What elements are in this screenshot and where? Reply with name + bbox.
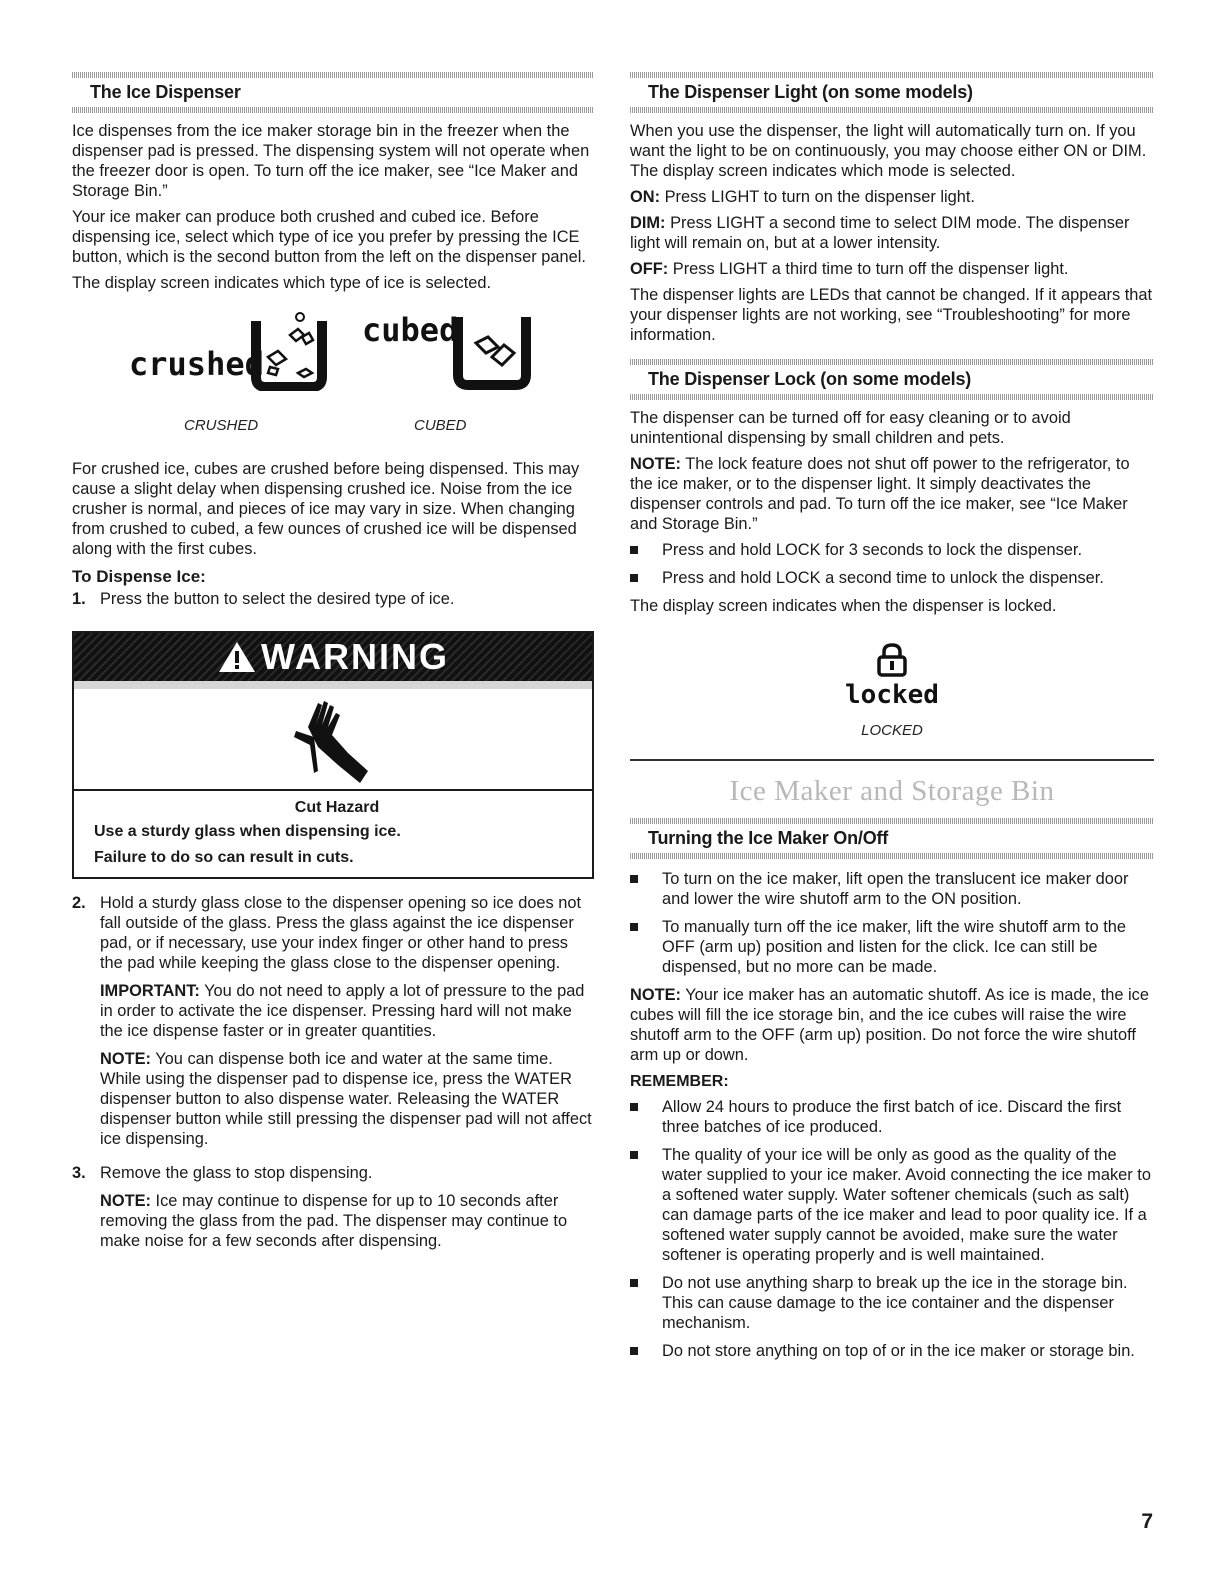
right-column xyxy=(630,72,1154,1369)
section-title-dispenser-light: The Dispenser Light (on some models) xyxy=(648,82,973,102)
important-note xyxy=(100,981,594,1041)
off-label: OFF: xyxy=(630,260,669,278)
section-title-ice-dispenser: The Ice Dispenser xyxy=(90,82,241,102)
step-1 xyxy=(72,589,594,609)
bullet-text: Press and hold LOCK for 3 seconds to lock the dispenser. xyxy=(662,541,1083,559)
dim-label: DIM: xyxy=(630,214,666,232)
paragraph: The display screen indicates when the dispenser is locked. xyxy=(630,597,1057,615)
bullet-square-icon xyxy=(630,1347,638,1355)
bullet-square-icon xyxy=(630,1279,638,1287)
bullet-text: Do not store anything on top of or in the ice maker or storage bin. xyxy=(662,1342,1135,1360)
step-3 xyxy=(72,1163,594,1259)
cubed-display-word: cubed xyxy=(362,311,459,349)
on-text: Press LIGHT to turn on the dispenser light. xyxy=(660,188,975,206)
subheading-to-dispense: To Dispense Ice: xyxy=(72,567,206,586)
step-number: 2. xyxy=(72,894,86,912)
note-label: NOTE: xyxy=(630,455,681,473)
crushed-caption: CRUSHED xyxy=(184,417,259,434)
paragraph: The display screen indicates which type of ice is selected. xyxy=(72,274,492,292)
step-2 xyxy=(72,893,594,1157)
warning-header xyxy=(74,633,592,681)
warning-hazard: Cut Hazard xyxy=(294,799,380,816)
locked-display-word: locked xyxy=(845,680,939,710)
light-off xyxy=(630,259,1154,279)
section-title-dispenser-lock: The Dispenser Lock (on some models) xyxy=(648,369,972,389)
locked-figure xyxy=(630,642,1154,739)
left-column xyxy=(72,72,594,1265)
light-dim xyxy=(630,213,1154,253)
section-title-turning-ice-maker: Turning the Ice Maker On/Off xyxy=(648,828,889,848)
bullet-text: Allow 24 hours to produce the first batch of ice. Discard the first three batches of ice produced. xyxy=(662,1098,1122,1136)
bullet-item xyxy=(630,869,1154,909)
important-label: IMPORTANT: xyxy=(100,982,200,1000)
divider xyxy=(630,759,1154,761)
light-on xyxy=(630,187,1154,207)
warning-box xyxy=(72,631,594,879)
paragraph: The dispenser lights are LEDs that cannot be changed. If it appears that your dispenser lights are not working, see “Troubleshooting” for more information. xyxy=(630,286,1153,344)
bullet-text: The quality of your ice will be only as good as the quality of the water supplied to your ice maker. Avoid connecting the ice maker to a softened water supply. Water softener chemicals (such as salt) can damage parts of the ice maker and lead to poor quality ice. If a softened water supply cannot be avoided, make sure the water softener is operating properly and is well maintained. xyxy=(662,1146,1151,1264)
chapter-title: Ice Maker and Storage Bin xyxy=(729,775,1055,807)
crushed-display-word: crushed xyxy=(129,345,264,383)
note-label: NOTE: xyxy=(630,986,681,1004)
bullet-item xyxy=(630,540,1154,560)
subheading-remember: REMEMBER: xyxy=(630,1073,729,1090)
note xyxy=(630,454,1154,534)
paragraph: For crushed ice, cubes are crushed before being dispensed. This may cause a slight delay when dispensing crushed ice. Noise from the ice crusher is normal, and pieces of ice may vary in size. When changing from crushed to cubed, a few ounces of crushed ice will be dispensed along with the first cubes. xyxy=(72,460,580,558)
warning-body xyxy=(74,681,592,877)
bullet-square-icon xyxy=(630,574,638,582)
important-text: You do not need to apply a lot of pressure to the pad in order to activate the ice dispenser. Pressing hard will not make the ice dispense faster or in greater quantities. xyxy=(100,982,585,1040)
section-rule xyxy=(630,72,1154,78)
warning-icon-area xyxy=(74,689,592,791)
step-text: Hold a sturdy glass close to the dispenser opening so ice does not fall outside of the glass. Press the glass against the ice dispenser pad, or if necessary, use your index finger or other hand to press the pad while keeping the glass close to the dispenser opening. xyxy=(100,894,582,972)
note-text: Ice may continue to dispense for up to 10 seconds after removing the glass from the pad. The dispenser may continue to make noise for a few seconds after dispensing. xyxy=(100,1192,568,1250)
note-text: You can dispense both ice and water at the same time. While using the dispenser pad to dispense ice, press the WATER dispenser button to also dispense water. Releasing the WATER dispenser button while still pressing the dispenser pad will not affect ice dispensing. xyxy=(100,1050,592,1148)
step-number: 1. xyxy=(72,590,86,608)
paragraph: Your ice maker can produce both crushed and cubed ice. Before dispensing ice, select which type of ice you prefer by pressing the ICE button, which is the second button from the left on the dispenser panel. xyxy=(72,208,586,266)
warning-text xyxy=(74,791,592,877)
note xyxy=(100,1049,594,1149)
cut-hand-icon xyxy=(288,691,378,787)
bullet-item xyxy=(630,1341,1154,1361)
bullet-square-icon xyxy=(630,1103,638,1111)
bullet-item xyxy=(630,1097,1154,1137)
bullet-text: Press and hold LOCK a second time to unlock the dispenser. xyxy=(662,569,1104,587)
bullet-text: Do not use anything sharp to break up the ice in the storage bin. This can cause damage to the ice container and the dispenser mechanism. xyxy=(662,1274,1128,1332)
bullet-square-icon xyxy=(630,923,638,931)
bullet-text: To turn on the ice maker, lift open the translucent ice maker door and lower the wire shutoff arm to the ON position. xyxy=(662,870,1129,908)
bullet-square-icon xyxy=(630,875,638,883)
bullet-item xyxy=(630,568,1154,588)
step-text: Press the button to select the desired type of ice. xyxy=(100,590,455,608)
paragraph: The dispenser can be turned off for easy cleaning or to avoid unintentional dispensing by small children and pets. xyxy=(630,409,1071,447)
warning-line: Failure to do so can result in cuts. xyxy=(94,849,354,866)
section-rule xyxy=(630,359,1154,365)
paragraph: When you use the dispenser, the light will automatically turn on. If you want the light to be on continuously, you may choose either ON or DIM. The display screen indicates which mode is selected. xyxy=(630,122,1147,180)
bullet-item xyxy=(630,1273,1154,1333)
step-text: Remove the glass to stop dispensing. xyxy=(100,1164,373,1182)
section-rule xyxy=(72,72,594,78)
on-label: ON: xyxy=(630,188,661,206)
warning-line: Use a sturdy glass when dispensing ice. xyxy=(94,823,401,840)
paragraph: Ice dispenses from the ice maker storage bin in the freezer when the dispenser pad is pressed. The dispensing system will not operate when the freezer door is open. To turn off the ice maker, see “Ice Maker and Storage Bin.” xyxy=(72,122,590,200)
bullet-item xyxy=(630,1145,1154,1265)
dim-text: Press LIGHT a second time to select DIM mode. The dispenser light will remain on, but at a lower intensity. xyxy=(630,214,1130,252)
note-label: NOTE: xyxy=(100,1050,151,1068)
bullet-square-icon xyxy=(630,1151,638,1159)
padlock-icon xyxy=(875,642,909,678)
note xyxy=(100,1191,594,1251)
bullet-square-icon xyxy=(630,546,638,554)
locked-caption: LOCKED xyxy=(861,722,923,739)
note-text: The lock feature does not shut off power to the refrigerator, to the ice maker, or to the dispenser light. It simply deactivates the dispenser controls and pad. To turn off the ice maker, see “Ice Maker and Storage Bin.” xyxy=(630,455,1130,533)
cubed-ice-icon xyxy=(452,311,532,391)
note-label: NOTE: xyxy=(100,1192,151,1210)
cubed-caption: CUBED xyxy=(414,417,467,434)
ice-type-figure xyxy=(72,307,594,459)
bullet-text: To manually turn off the ice maker, lift the wire shutoff arm to the OFF (arm up) position and listen for the click. Ice can still be dispensed, but no more can be made. xyxy=(662,918,1127,976)
note-text: Your ice maker has an automatic shutoff. As ice is made, the ice cubes will fill the ice storage bin, and the ice cubes will raise the wire shutoff arm to the OFF (arm up) position. Do not force the wire shutoff arm up or down. xyxy=(630,986,1149,1064)
warning-title: WARNING xyxy=(261,636,449,677)
off-text: Press LIGHT a third time to turn off the dispenser light. xyxy=(668,260,1069,278)
step-number: 3. xyxy=(72,1164,86,1182)
bullet-item xyxy=(630,917,1154,977)
crushed-ice-icon xyxy=(250,307,328,391)
section-rule xyxy=(630,818,1154,824)
note xyxy=(630,985,1154,1065)
page-number: 7 xyxy=(1141,1510,1153,1533)
warning-triangle-icon xyxy=(217,640,257,674)
